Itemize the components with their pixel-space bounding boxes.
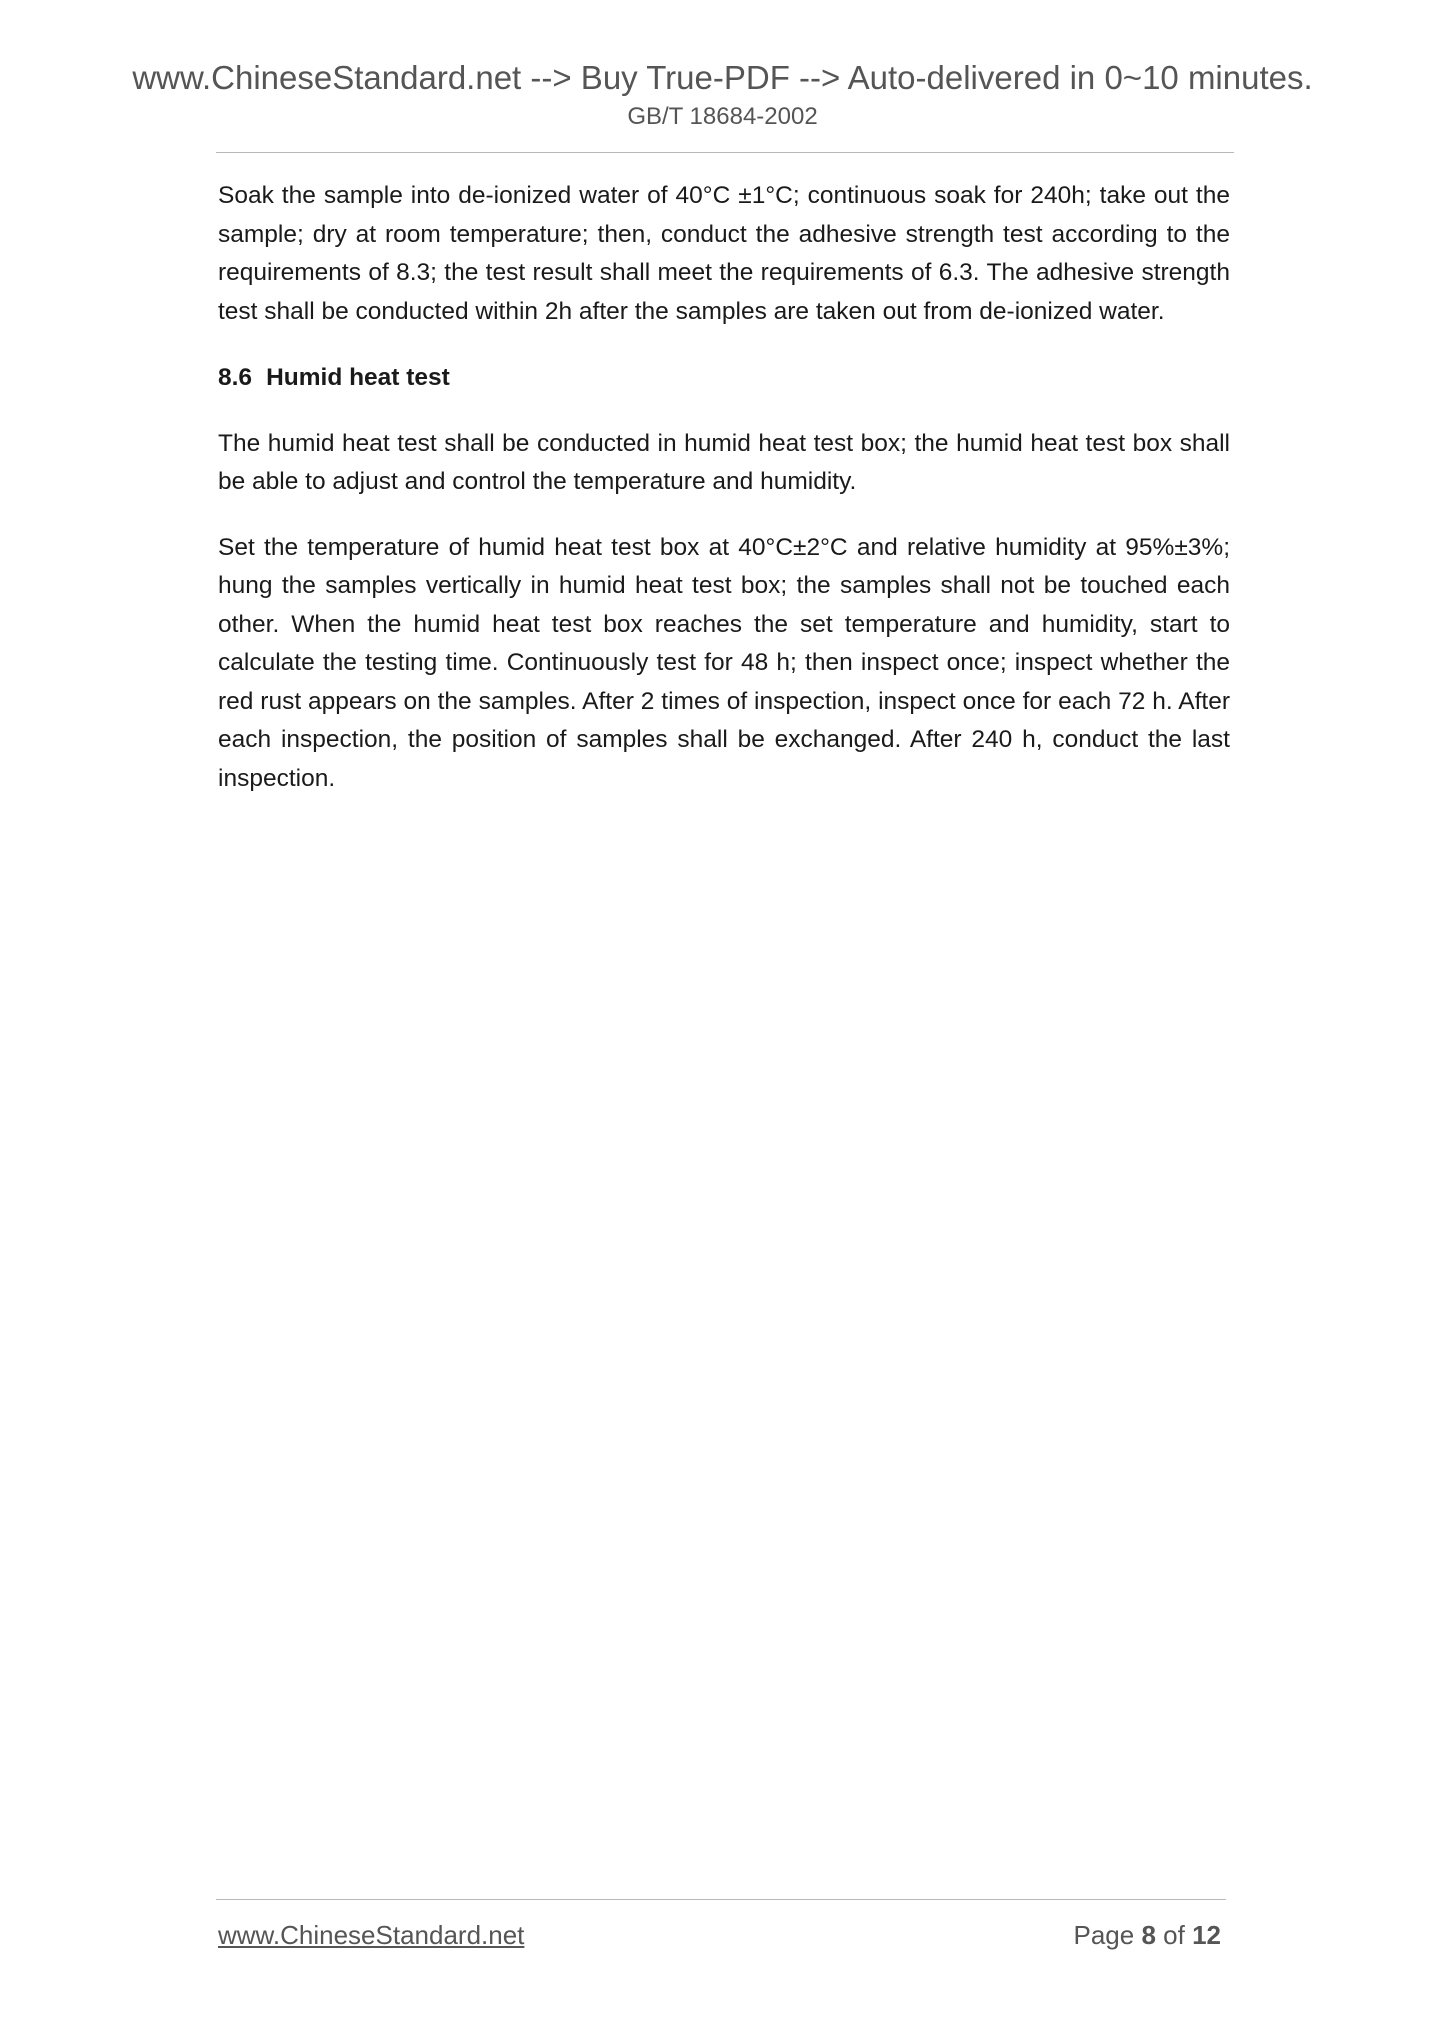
page-total: 12 bbox=[1192, 1920, 1221, 1950]
document-body bbox=[218, 177, 1230, 798]
intro-paragraph: Soak the sample into de-ionized water of 40°C ±1°C; continuous soak for 240h; take out the sample; dry at room temperature; then, conduct the adhesive strength test according to the requirements of 8.3; the test result shall meet the requirements of 6.3. The adhesive strength test shall be conducted within 2h after the samples are taken out from de-ionized water. bbox=[218, 182, 1230, 325]
footer-divider bbox=[216, 1899, 1226, 1900]
header-divider bbox=[216, 152, 1234, 153]
header-banner: www.ChineseStandard.net --> Buy True-PDF --> Auto-delivered in 0~10 minutes. bbox=[132, 59, 1313, 96]
standard-number: GB/T 18684-2002 bbox=[627, 103, 818, 130]
section-heading bbox=[218, 359, 1230, 398]
footer-website-link[interactable]: www.ChineseStandard.net bbox=[218, 1920, 525, 1950]
section-paragraph-2: Set the temperature of humid heat test box at 40°C±2°C and relative humidity at 95%±3%; hung the samples vertically in humid heat test box; the samples shall not be touched each other. When the humid heat test box reaches the set temperature and humidity, start to calculate the testing time. Continuously test for 48 h; then inspect once; inspect whether the red rust appears on the samples. After 2 times of inspection, inspect once for each 72 h. After each inspection, the position of samples shall be exchanged. After 240 h, conduct the last inspection. bbox=[218, 533, 1230, 792]
section-paragraph-1: The humid heat test shall be conducted in humid heat test box; the humid heat test box shall be able to adjust and control the temperature and humidity. bbox=[218, 429, 1230, 495]
page-of: of bbox=[1163, 1920, 1185, 1950]
page-indicator bbox=[1073, 1918, 1221, 1952]
page-current: 8 bbox=[1141, 1920, 1156, 1950]
section-number: 8.6 bbox=[218, 364, 253, 391]
section-title: Humid heat test bbox=[266, 364, 450, 391]
page-prefix: Page bbox=[1073, 1920, 1135, 1950]
